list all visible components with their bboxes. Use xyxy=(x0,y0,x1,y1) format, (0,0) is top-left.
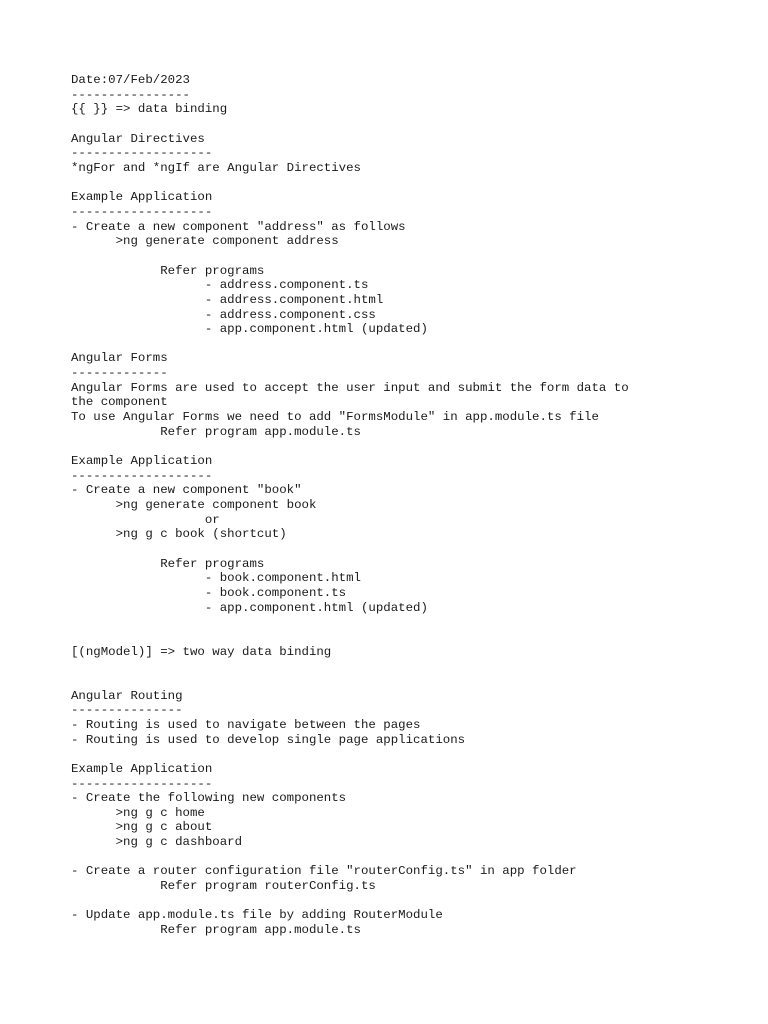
document-line: - book.component.ts xyxy=(71,585,347,600)
document-line xyxy=(71,850,629,865)
document-line xyxy=(71,630,629,645)
document-line: - book.component.html xyxy=(71,571,361,586)
document-text xyxy=(71,73,629,938)
document-line: ---------------- xyxy=(71,87,190,102)
document-line: Date:07/Feb/2023 xyxy=(71,73,190,87)
document-line xyxy=(71,747,629,762)
document-line: ------------------- xyxy=(71,146,213,161)
document-line: >ng g c dashboard xyxy=(71,835,243,850)
document-line: Example Application xyxy=(71,190,213,205)
document-line: ------------- xyxy=(71,366,168,381)
document-line: - Create a router configuration file "routerConfig.ts" in app folder xyxy=(71,864,577,879)
document-line: Angular Forms xyxy=(71,351,168,366)
document-line: Refer program app.module.ts xyxy=(71,923,361,938)
document-line: >ng g c home xyxy=(71,805,205,820)
document-line: the component xyxy=(71,395,168,410)
document-line: >ng g c book (shortcut) xyxy=(71,527,287,542)
document-line: - address.component.ts xyxy=(71,278,369,293)
document-line xyxy=(71,542,629,557)
document-line: - address.component.css xyxy=(71,307,376,322)
document-line: To use Angular Forms we need to add "FormsModule" in app.module.ts file xyxy=(71,410,599,425)
document-line xyxy=(71,337,629,352)
document-line: - Update app.module.ts file by adding RouterModule xyxy=(71,908,443,923)
document-line: ------------------- xyxy=(71,468,213,483)
document-line: - Create a new component "book" xyxy=(71,483,302,498)
document-line: Refer programs xyxy=(71,556,265,571)
document-line: *ngFor and *ngIf are Angular Directives xyxy=(71,160,361,175)
document-line: >ng g c about xyxy=(71,820,213,835)
document-line: or xyxy=(71,512,220,527)
document-line: - address.component.html xyxy=(71,292,384,307)
document-line xyxy=(71,615,629,630)
document-line xyxy=(71,894,629,909)
document-line: - Create a new component "address" as follows xyxy=(71,219,406,234)
document-line: - app.component.html (updated) xyxy=(71,600,428,615)
document-line: Example Application xyxy=(71,761,213,776)
document-line: Angular Routing xyxy=(71,688,183,703)
document-line: {{ }} => data binding xyxy=(71,102,228,117)
document-line: Angular Forms are used to accept the user input and submit the form data to xyxy=(71,380,629,395)
document-line: - Routing is used to navigate between the pages xyxy=(71,717,421,732)
document-line: ------------------- xyxy=(71,776,213,791)
document-line: Example Application xyxy=(71,454,213,469)
document-line: ------------------- xyxy=(71,204,213,219)
document-line: Angular Directives xyxy=(71,131,205,146)
document-line xyxy=(71,659,629,674)
document-line: >ng generate component book xyxy=(71,498,317,513)
document-line xyxy=(71,176,629,191)
document-line: >ng generate component address xyxy=(71,234,339,249)
document-line xyxy=(71,249,629,264)
document-line: --------------- xyxy=(71,703,183,718)
document-line: - app.component.html (updated) xyxy=(71,322,428,337)
document-line: Refer program app.module.ts xyxy=(71,424,361,439)
document-line xyxy=(71,674,629,689)
document-line: Refer program routerConfig.ts xyxy=(71,879,376,894)
document-line: Refer programs xyxy=(71,263,265,278)
document-line xyxy=(71,117,629,132)
document-line: - Create the following new components xyxy=(71,791,347,806)
document-line: [(ngModel)] => two way data binding xyxy=(71,644,332,659)
document-line: - Routing is used to develop single page applications xyxy=(71,732,466,747)
document-line xyxy=(71,439,629,454)
